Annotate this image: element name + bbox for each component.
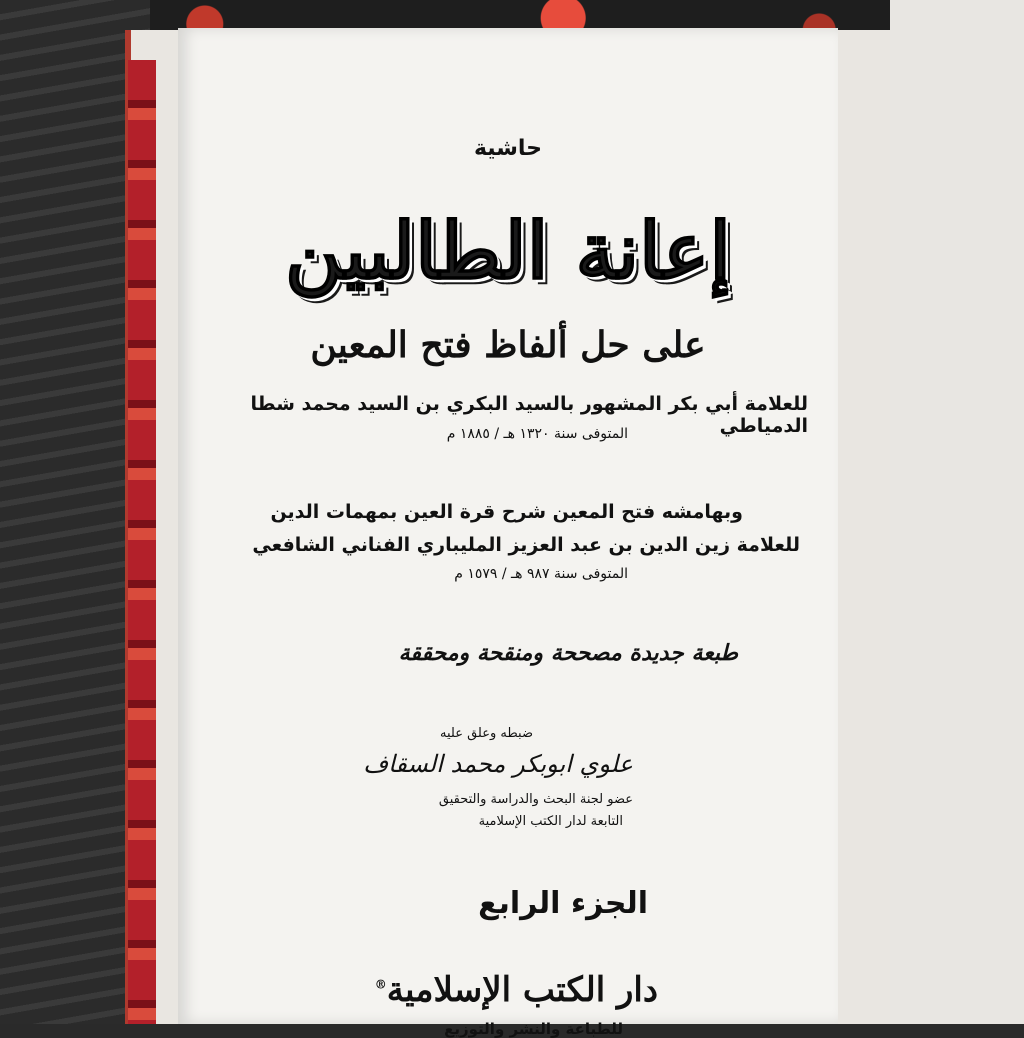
editor-role-2: التابعة لدار الكتب الإسلامية bbox=[478, 814, 623, 829]
editor-name: علوي ابوبكر محمد السقاف bbox=[363, 750, 633, 778]
hashiya-label: حاشية bbox=[473, 136, 543, 161]
main-title: إعانة الطالبين bbox=[284, 206, 732, 297]
subtitle: على حل ألفاظ فتح المعين bbox=[310, 324, 706, 366]
book-spine-decoration bbox=[128, 60, 156, 1024]
margin-work-title: وبهامشه فتح المعين شرح قرة العين بمهمات الدين bbox=[270, 501, 743, 523]
registered-mark: ® bbox=[374, 977, 387, 992]
publisher-text: دار الكتب الإسلامية bbox=[386, 970, 658, 1010]
volume-label: الجزء الرابع bbox=[478, 886, 648, 921]
author-death-date: المتوفى سنة ١٣٢٠ هـ / ١٨٨٥ م bbox=[446, 426, 628, 442]
publisher-subtitle: للطباعة والنشر والتوزيع bbox=[444, 1020, 623, 1038]
author-line: للعلامة أبي بكر المشهور بالسيد البكري بن السيد محمد شطا الدمياطي bbox=[250, 393, 808, 437]
title-page bbox=[178, 28, 838, 1038]
edition-note: طبعة جديدة مصححة ومنقحة ومحققة bbox=[398, 640, 738, 666]
margin-author: للعلامة زين الدين بن عبد العزيز المليباري الفناني الشافعي bbox=[252, 534, 800, 556]
background-right bbox=[890, 0, 1024, 1024]
edited-by-label: ضبطه وعلق عليه bbox=[440, 726, 533, 741]
margin-author-death-date: المتوفى سنة ٩٨٧ هـ / ١٥٧٩ م bbox=[454, 566, 628, 582]
publisher-name bbox=[298, 970, 658, 1010]
editor-role-1: عضو لجنة البحث والدراسة والتحقيق bbox=[438, 792, 633, 807]
